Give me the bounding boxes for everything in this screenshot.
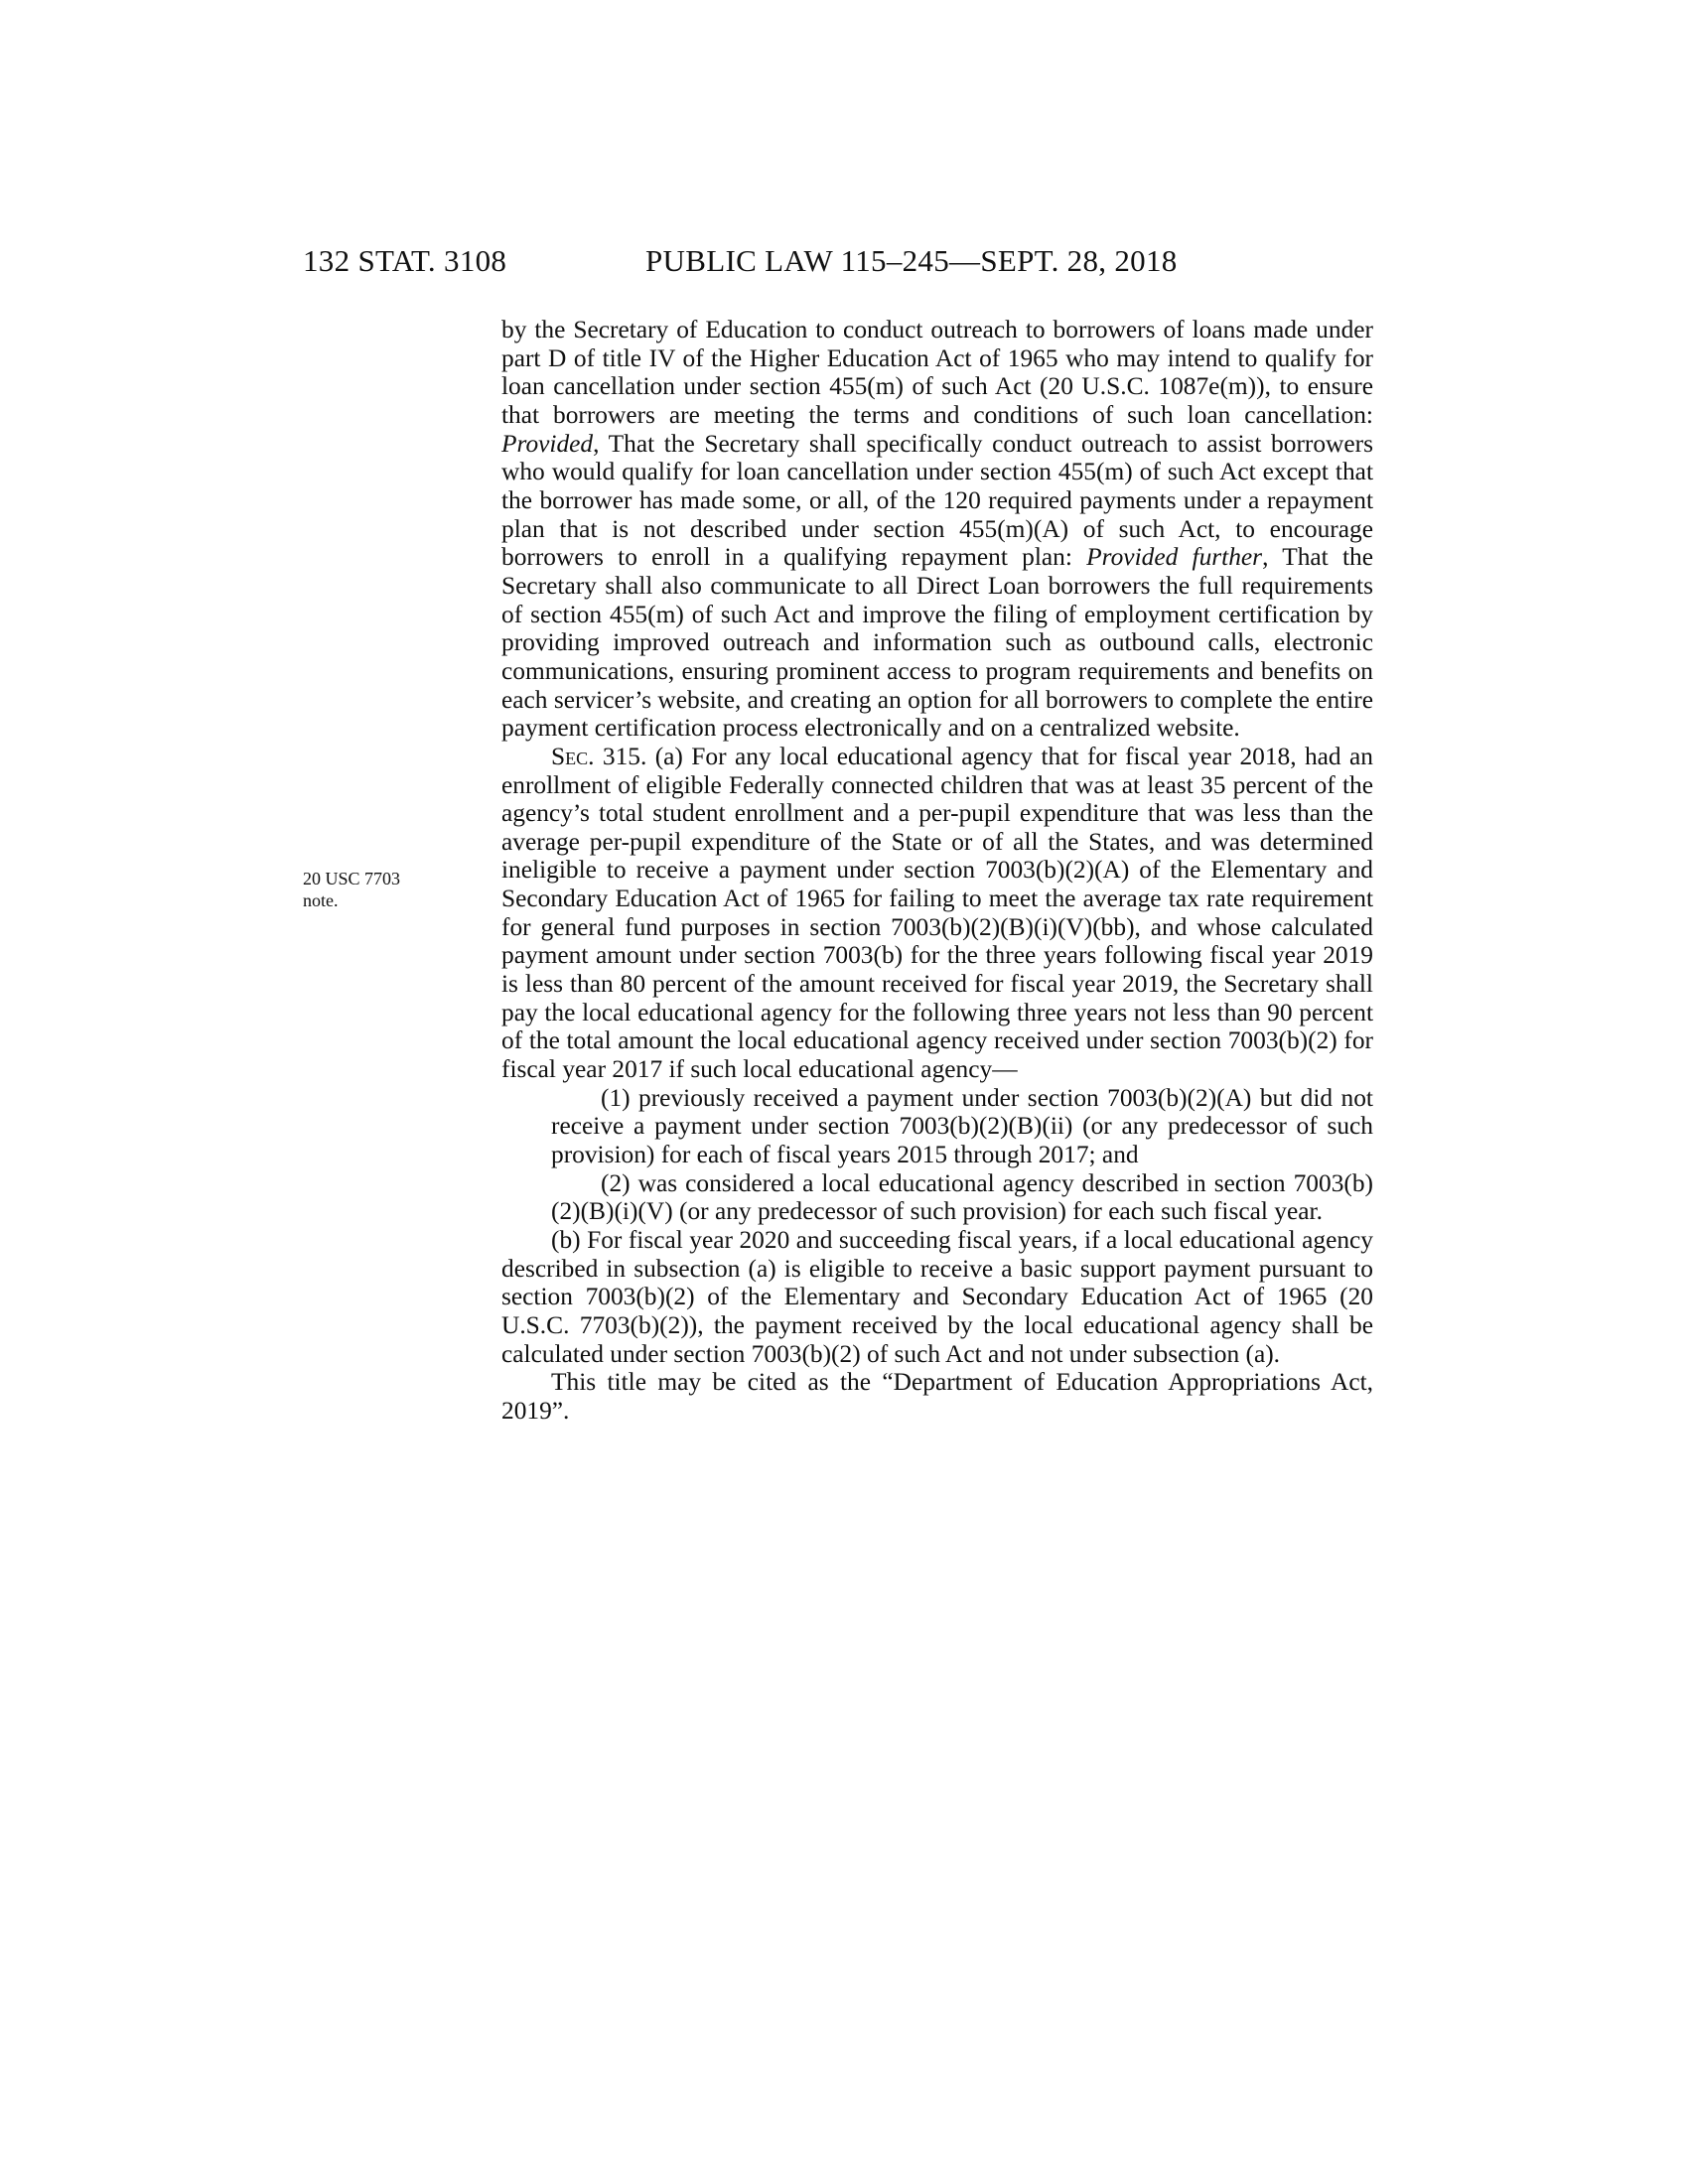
outreach-text-2: , That the Secretary shall specifically conduct outreach to assist borrowers who would qualify for loan cancellation under section 455(m) of such Act except that the borrower has made some, or all, of the 120 required payments under a repayment plan that is not described under section 455(m)(A) of such Act, to encourage borrowers to enroll in a qualifying repayment plan: (501, 429, 1373, 572)
paragraph-item-1: (1) previously received a payment under section 7003(b)(2)(A) but did not receive a payment under section 7003(b)(2)(B)(ii) (or any predecessor of such provision) for each of fiscal years 2015 through 2017; and (551, 1083, 1373, 1169)
paragraph-section-315 (501, 743, 1373, 1084)
public-law-title: PUBLIC LAW 115–245—SEPT. 28, 2018 (645, 243, 1178, 278)
paragraph-subsection-b: (b) For fiscal year 2020 and succeeding fiscal years, if a local educational agency described in subsection (a) is eligible to receive a basic support payment pursuant to section 7003(b)(2) of the Elementary and Secondary Education Act of 1965 (20 U.S.C. 7703(b)(2)), the payment received by the local educational agency shall be calculated under section 7003(b)(2) of such Act and not under subsection (a). (501, 1226, 1373, 1368)
paragraph-outreach (501, 316, 1373, 743)
paragraph-item-2: (2) was considered a local educational agency described in section 7003(b)(2)(B)(i)(V) (or any predecessor of such provision) for each such fiscal year. (551, 1168, 1373, 1226)
provided-term: Provided (501, 429, 594, 458)
margin-note-label: note. (303, 890, 339, 910)
section-315-text: (a) For any local educational agency that for fiscal year 2018, had an enrollment of eligible Federally connected children that was at least 35 percent of the agency’s total student enrollment and a per-pupil expenditure that was less than the average per-pupil expenditure of the State or of all the States, and was determined ineligible to receive a payment under section 7003(b)(2)(A) of the Elementary and Secondary Education Act of 1965 for failing to meet the average tax rate requirement for general fund purposes in section 7003(b)(2)(B)(i)(V)(bb), and whose calculated payment amount under section 7003(b) for the three years following fiscal year 2019 is less than 80 percent of the amount received for fiscal year 2019, the Secretary shall pay the local educational agency for the following three years not less than 90 percent of the total amount the local educational agency received under section 7003(b)(2) for fiscal year 2017 if such local educational agency— (501, 742, 1373, 1084)
statute-page-number: 132 STAT. 3108 (303, 243, 507, 278)
margin-note (303, 868, 452, 911)
margin-note-citation: 20 USC 7703 (303, 869, 401, 888)
provided-further-term: Provided further (1086, 543, 1263, 572)
body-text (501, 316, 1373, 1426)
outreach-text-1: by the Secretary of Education to conduct outreach to borrowers of loans made under part D of title IV of the Higher Education Act of 1965 who may intend to qualify for loan cancellation under section 455(m) of such Act (20 U.S.C. 1087e(m)), to ensure that borrowers are meeting the terms and conditions of such loan cancellation: (501, 316, 1373, 429)
outreach-text-3: , That the Secretary shall also communicate to all Direct Loan borrowers the full requirements of section 455(m) of such Act and improve the filing of employment certification by providing improved outreach and information such as outbound calls, electronic communications, ensuring prominent access to program requirements and benefits on each servicer’s website, and creating an option for all borrowers to complete the entire payment certification process electronically and on a centralized website. (501, 543, 1373, 743)
paragraph-short-title: This title may be cited as the “Department of Education Appropriations Act, 2019”. (501, 1368, 1373, 1425)
section-label: Sec. 315. (551, 742, 647, 770)
running-header (303, 243, 1226, 283)
